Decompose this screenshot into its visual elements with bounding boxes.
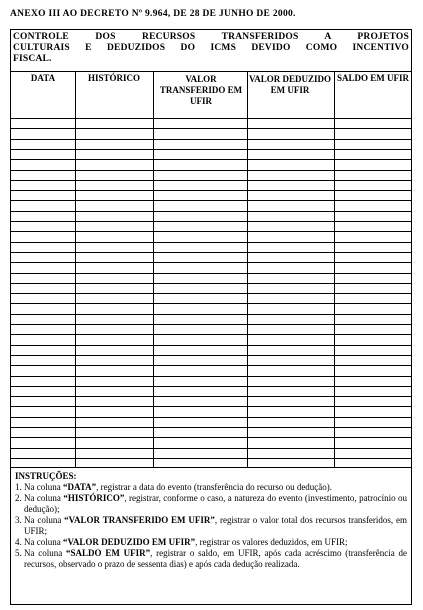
table-row-line	[11, 396, 411, 397]
instruction-item	[15, 482, 407, 493]
instruction-text: Na coluna “SALDO EM UFIR”, registrar o saldo, em UFIR, após cada acréscimo (transferência de recursos, observado o prazo de sessenta dias) e após cada dedução realizada.	[24, 548, 408, 569]
column-header-valor-deduzido: VALOR DEDUZIDO EM UFIR	[248, 74, 332, 95]
table-row-line	[11, 303, 411, 304]
table-row-line	[11, 417, 411, 418]
table-row-line	[11, 376, 411, 377]
table-row-line	[11, 128, 411, 129]
table-row-line	[11, 118, 411, 119]
instructions-section	[15, 471, 407, 570]
column-header-saldo: SALDO EM UFIR	[336, 73, 409, 83]
column-divider	[153, 72, 154, 467]
table-row-line	[11, 231, 411, 232]
form-title-line-1: CONTROLE DOS RECURSOS TRANSFERIDOS A PROJETOS	[13, 32, 409, 42]
table-row-line	[11, 273, 411, 274]
table-row-line	[11, 200, 411, 201]
table-row-line	[11, 458, 411, 459]
form-title-line-2: CULTURAIS E DEDUZIDOS DO ICMS DEVIDO COMO INCENTIVO	[13, 43, 409, 53]
table-row-line	[11, 345, 411, 346]
table-row-line	[11, 262, 411, 263]
instruction-number: 2.	[15, 493, 22, 503]
table-row-line	[11, 252, 411, 253]
instruction-text: Na coluna “VALOR DEDUZIDO EM UFIR”, registrar os valores deduzidos, em UFIR;	[24, 537, 348, 547]
instruction-number: 3.	[15, 515, 22, 525]
instruction-number: 5.	[15, 548, 22, 558]
column-header-historico: HISTÓRICO	[87, 73, 140, 83]
table-row-line	[11, 427, 411, 428]
table-row-line	[11, 314, 411, 315]
ledger-table	[11, 72, 411, 467]
table-row-line	[11, 365, 411, 366]
table-row-line	[11, 190, 411, 191]
table-row-line	[11, 406, 411, 407]
instruction-text: Na coluna “VALOR TRANSFERIDO EM UFIR”, registrar o valor total dos recursos transferidos, em UFIR;	[24, 515, 408, 536]
table-row-line	[11, 149, 411, 150]
column-header-data: DATA	[30, 73, 56, 83]
table-row-line	[11, 293, 411, 294]
table-row-line	[11, 180, 411, 181]
instructions-title: INSTRUÇÕES:	[15, 471, 77, 481]
table-row-line	[11, 334, 411, 335]
table-row-line	[11, 211, 411, 212]
instruction-item	[15, 493, 407, 515]
table-row-line	[11, 170, 411, 171]
table-row-line	[11, 139, 411, 140]
table-row-line	[11, 448, 411, 449]
table-row-line	[11, 386, 411, 387]
column-divider	[247, 72, 248, 467]
control-form	[10, 29, 412, 605]
table-row-line	[11, 283, 411, 284]
instruction-text: Na coluna “HISTÓRICO”, registrar, conforme o caso, a natureza do evento (investimento, patrocínio ou dedução);	[24, 493, 407, 514]
column-divider	[334, 72, 335, 467]
column-divider	[75, 72, 76, 467]
instruction-item	[15, 515, 407, 537]
table-row-line	[11, 242, 411, 243]
instruction-item	[15, 548, 407, 570]
instruction-number: 4.	[15, 537, 22, 547]
table-row-line	[11, 437, 411, 438]
instructions-divider	[11, 467, 411, 468]
table-row-line	[11, 221, 411, 222]
form-title	[13, 32, 409, 65]
column-header-valor-transferido: VALOR TRANSFERIDO EM UFIR	[159, 74, 243, 106]
table-row-line	[11, 324, 411, 325]
instruction-text: Na coluna “DATA”, registrar a data do evento (transferência do recurso ou dedução).	[24, 482, 333, 492]
instruction-number: 1.	[15, 482, 22, 492]
instruction-item	[15, 537, 407, 548]
form-title-line-3: FISCAL.	[13, 54, 52, 64]
table-row-line	[11, 355, 411, 356]
document-heading: ANEXO III AO DECRETO Nº 9.964, DE 28 DE JUNHO DE 2000.	[10, 9, 296, 19]
table-row-line	[11, 159, 411, 160]
